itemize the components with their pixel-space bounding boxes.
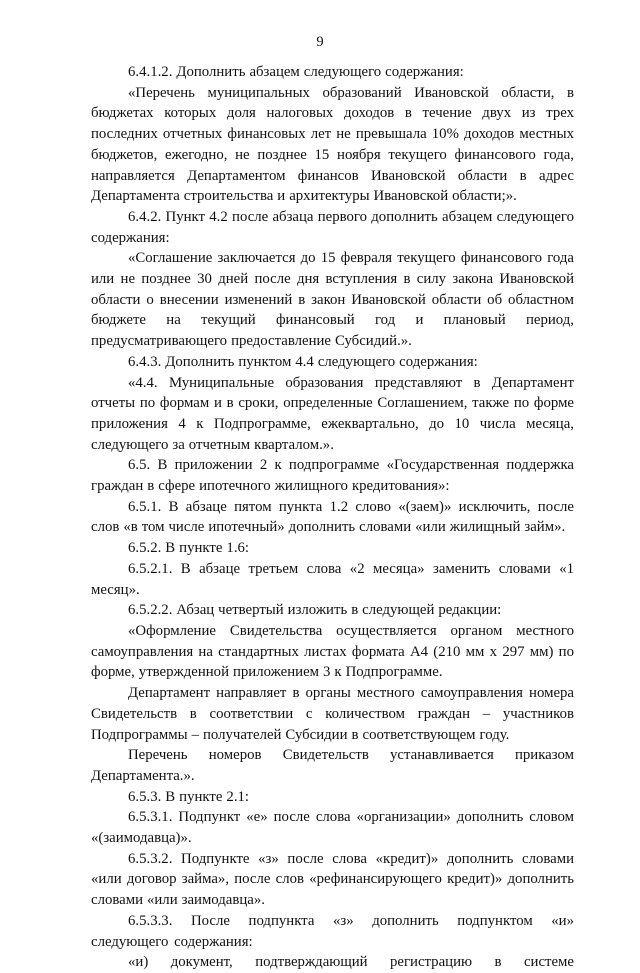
paragraph-agreement-quote: «Соглашение заключается до 15 февраля текущего финансового года или не позднее 30 дней после дня вступления в силу закона Ивановской области о внесении изменений в закон Ивановской области об областном бюджете на текущий финансовый год и плановый период, предусматривающего предоставление Субсидий.». (91, 250, 574, 350)
paragraph-6-5-3-2: 6.5.3.2. Подпункте «з» после слова «кредит)» дополнить словами «или договор займа», после слов «рефинансирующего кредит)» дополнить словами «или заимодавца». (91, 850, 574, 909)
paragraph-6-5-1: 6.5.1. В абзаце пятом пункта 1.2 слово «(заем)» исключить, после слов «в том числе ипотечный» дополнить словами «или жилищный займ». (91, 498, 574, 536)
paragraph-certificate-quote: «Оформление Свидетельства осуществляется органом местного самоуправления на стандартных листах формата А4 (210 мм x 297 мм) по форме, утвержденной приложением 3 к Подпрограмме. (91, 622, 574, 681)
paragraph-6-5-3-3: 6.5.3.3. После подпункта «з» дополнить подпунктом «и» следующего содержания: (91, 912, 574, 950)
paragraph-6-5-2-2: 6.5.2.2. Абзац четвертый изложить в следующей редакции: (128, 602, 502, 619)
paragraph-6-4-3: 6.4.3. Дополнить пунктом 4.4 следующего содержания: (128, 353, 478, 370)
paragraph-municipal-list-quote: «Перечень муниципальных образований Ивановской области, в бюджетах которых доля налоговых доходов в течение двух из трех последних отчетных финансовых лет не превышала 10% доходов местных бюджетов, ежегодно, не позднее 15 ноября текущего финансового года, направляется Департаментом финансов Ивановской области в адрес Департамента строительства и архитектуры Ивановской области;». (91, 84, 574, 205)
paragraph-6-5-3-1: 6.5.3.1. Подпункт «е» после слова «организации» дополнить словом «(заимодавца)». (91, 809, 574, 847)
paragraph-item-i-quote: «и) документ, подтверждающий регистрацию в системе (128, 954, 574, 971)
paragraph-6-5: 6.5. В приложении 2 к подпрограмме «Государственная поддержка граждан в сфере ипотечного жилищного кредитования»: (91, 457, 574, 495)
paragraph-department-sends: Департамент направляет в органы местного самоуправления номера Свидетельств в соответствии с количеством граждан – участников Подпрограммы – получателей Субсидии в соответствующем году. (91, 685, 574, 743)
paragraph-6-5-3: 6.5.3. В пункте 2.1: (128, 788, 250, 805)
paragraph-6-4-1-2: 6.4.1.2. Дополнить абзацем следующего содержания: (128, 64, 464, 80)
paragraph-4-4-quote: «4.4. Муниципальные образования представляют в Департамент отчеты по формам и в сроки, определенные Соглашением, также по форме приложения 4 к Подпрограмме, ежеквартально, до 10 числа месяца, следующего за отчетным кварталом.». (91, 374, 574, 453)
document-body (91, 62, 574, 973)
page-number: 9 (316, 34, 324, 50)
paragraph-list-numbers: Перечень номеров Свидетельств устанавливается приказом Департамента.». (91, 747, 574, 784)
paragraph-6-5-2-1: 6.5.2.1. В абзаце третьем слова «2 месяца» заменить словами «1 месяц». (91, 560, 574, 598)
paragraph-6-5-2: 6.5.2. В пункте 1.6: (128, 540, 250, 557)
paragraph-6-4-2: 6.4.2. Пункт 4.2 после абзаца первого дополнить абзацем следующего содержания: (91, 208, 574, 246)
